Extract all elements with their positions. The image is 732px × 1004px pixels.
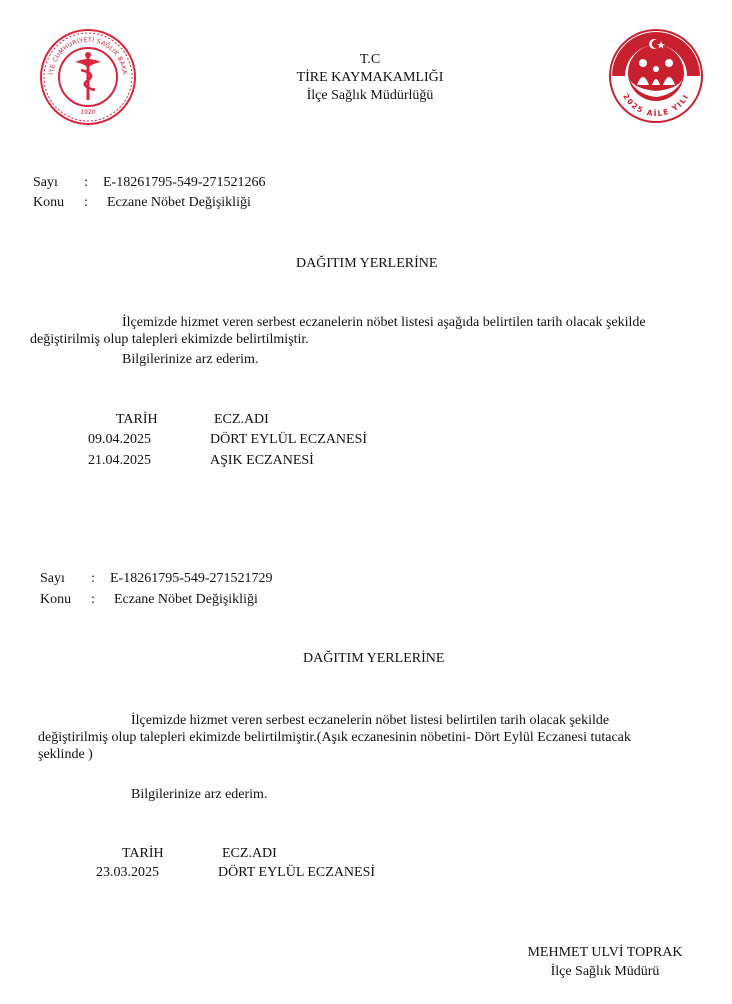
table-header-name: ECZ.ADI <box>222 846 277 861</box>
body-line: İlçemizde hizmet veren serbest eczanelerin nöbet listesi aşağıda belirtilen tarih olacak şekilde <box>122 315 646 330</box>
table-cell-name: AŞIK ECZANESİ <box>210 453 314 468</box>
table-header-name: ECZ.ADI <box>214 412 269 427</box>
konu-colon: : <box>91 592 95 607</box>
sayi-colon: : <box>91 571 95 586</box>
table-cell-name: DÖRT EYLÜL ECZANESİ <box>210 432 368 447</box>
header-tc: T.C <box>359 52 381 67</box>
table-cell-date: 09.04.2025 <box>88 432 151 447</box>
table-cell-date: 21.04.2025 <box>88 453 151 468</box>
konu-value: Eczane Nöbet Değişikliği <box>107 195 251 210</box>
body-line: değiştirilmiş olup talepleri ekimizde belirtilmiştir. <box>30 332 309 347</box>
header-mudurluk: İlçe Sağlık Müdürlüğü <box>306 88 434 103</box>
konu-label: Konu <box>40 592 72 607</box>
aile-yili-emblem-icon <box>607 27 705 125</box>
table-cell-date: 23.03.2025 <box>96 865 159 880</box>
emblem-text: 2025 AİLE YILI <box>621 92 691 119</box>
seal-year: 1920 <box>80 109 96 116</box>
sayi-value: E-18261795-549-271521729 <box>110 571 273 586</box>
konu-label: Konu <box>33 195 65 210</box>
konu-value: Eczane Nöbet Değişikliği <box>114 592 258 607</box>
sayi-value: E-18261795-549-271521266 <box>103 175 266 190</box>
sayi-colon: : <box>84 175 88 190</box>
body-line: İlçemizde hizmet veren serbest eczanelerin nöbet listesi belirtilen tarih olacak şekilde <box>131 713 610 728</box>
seal-text: İYE CUMHURİYETİ SAĞLIK BAKA <box>48 36 128 76</box>
signature-name: MEHMET ULVİ TOPRAK <box>527 945 683 960</box>
closing-text: Bilgilerinize arz ederim. <box>131 787 268 802</box>
closing-text: Bilgilerinize arz ederim. <box>122 352 259 367</box>
saglik-bakanligi-seal-icon <box>39 28 137 126</box>
recipient-heading: DAĞITIM YERLERİNE <box>303 651 445 666</box>
signature-title: İlçe Sağlık Müdürü <box>550 964 660 979</box>
sayi-label: Sayı <box>33 175 58 190</box>
header-kaymakamlik: TİRE KAYMAKAMLIĞI <box>296 70 444 85</box>
body-line: şeklinde ) <box>38 747 93 762</box>
sayi-label: Sayı <box>40 571 65 586</box>
recipient-heading: DAĞITIM YERLERİNE <box>296 256 438 271</box>
table-header-date: TARİH <box>122 846 164 861</box>
body-line: değiştirilmiş olup talepleri ekimizde belirtilmiştir.(Aşık eczanesinin nöbetini- Dört Eylül Eczanesi tutacak <box>38 730 631 745</box>
table-cell-name: DÖRT EYLÜL ECZANESİ <box>218 865 376 880</box>
konu-colon: : <box>84 195 88 210</box>
table-header-date: TARİH <box>116 412 158 427</box>
